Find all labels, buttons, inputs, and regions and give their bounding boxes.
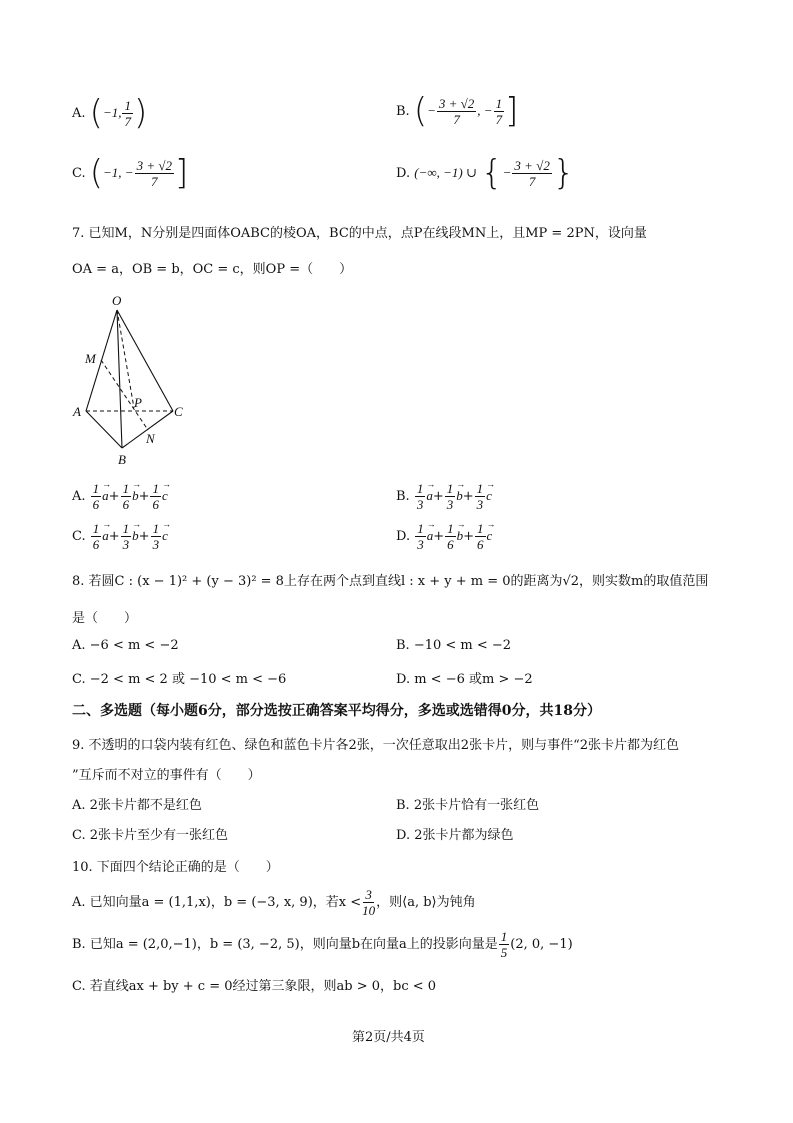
q6-option-b: B. (− $\frac{3 + √2}{7}$ , − $\frac{1}{7}$ ] (396, 91, 519, 131)
label-b: B (118, 452, 126, 467)
q10-stem: 10. 下面四个结论正确的是（ ） (72, 860, 279, 875)
option-fraction: $\frac{3 + √2}{7}$ (514, 157, 550, 189)
label-m: M (85, 351, 96, 366)
open-brace: { (481, 153, 503, 193)
q7-stem-line1: 7. 已知M，N分别是四面体OABC的棱OA，BC的中点，点P在线段MN上，且MP = 2PN，设向量 (72, 226, 647, 241)
option-fraction: $\frac{3 + √2}{7}$ (136, 157, 172, 189)
section-title-multi-choice: 二、多选题（每小题6分，部分选按正确答案平均得分，多选或选错得0分，共18分） (72, 703, 601, 719)
q8-option-b: B. −10 < m < −2 (396, 638, 512, 653)
q9-stem-line1: 9. 不透明的口袋内装有红色、绿色和蓝色卡片各2张，一次任意取出2张卡片，则与事件“2张卡片都为红色 (72, 738, 679, 753)
q8-option-a: A. −6 < m < −2 (72, 638, 179, 653)
close-brace: } (552, 153, 575, 193)
q10-option-c: C. 若直线ax + by + c = 0经过第三象限，则ab > 0，bc < 0 (72, 979, 437, 994)
close-bracket: ] (505, 91, 519, 131)
q7-option-a: A. $\frac{1}{6}$ → a+ $\frac{1}{6}$ → b+ $\frac{1}{6}$ → c (72, 482, 168, 511)
option-label: D. (396, 165, 411, 181)
open-bracket: ( (413, 91, 428, 131)
q9-option-b: B. 2张卡片恰有一张红色 (396, 798, 540, 813)
option-fraction-2: $\frac{1}{7}$ (495, 95, 503, 127)
option-label: A. (72, 105, 86, 121)
close-bracket: ] (175, 153, 189, 193)
q6-option-c (72, 153, 189, 193)
option-math: (−∞, −1) ∪ (414, 164, 477, 180)
open-paren: ( (89, 153, 104, 193)
edge-ob (117, 310, 122, 448)
q10-option-a: A. 已知向量a = (1,1,x)，b = (−3, x, 9)，若x < $\frac{3}{10}$ ，则⟨a, b⟩为钝角 (72, 887, 476, 918)
option-math: −1, (102, 104, 122, 120)
q6-option-d: D. (−∞, −1) ∪ {− $\frac{3 + √2}{7}$ } (396, 153, 575, 193)
open-paren: ( (89, 93, 103, 133)
q8-stem-line1: 8. 若圆C : (x − 1)² + (y − 3)² = 8上存在两个点到直线l : x + y + m = 0的距离为√2，则实数m的取值范围 (72, 574, 709, 589)
option-sep: , − (477, 102, 493, 118)
q7-stem-line2: OA = a，OB = b，OC = c，则OP =（ ） (72, 262, 353, 277)
label-a: A (73, 404, 81, 419)
tetrahedron-figure (68, 290, 198, 470)
q7-option-c: C. $\frac{1}{6}$ → a+ $\frac{1}{3}$ → b+ $\frac{1}{3}$ → c (72, 522, 168, 551)
q10-option-b: B. 已知a = (2,0,−1)，b = (3, −2, 5)，则向量b在向量a上的投影向量是 $\frac{1}{5}$ (2, 0, −1) (72, 929, 573, 960)
label-o: O (112, 293, 122, 308)
option-math: −1, − (103, 164, 134, 180)
q9-stem-line2: ”互斥而不对立的事件有（ ） (72, 768, 261, 783)
label-n: N (146, 431, 155, 446)
option-fraction: $\frac{1}{7}$ (124, 97, 131, 129)
option-label: C. (72, 165, 86, 181)
close-paren: ) (133, 93, 148, 133)
q8-stem-line2: 是（ ） (72, 611, 138, 626)
q8-option-c: C. −2 < m < 2 或 −10 < m < −6 (72, 672, 287, 687)
q6-option-a (72, 93, 148, 133)
option-label: B. (396, 103, 410, 119)
q8-option-d: D. m < −6 或m > −2 (396, 672, 533, 687)
q7-option-b: B. $\frac{1}{3}$ → a+ $\frac{1}{3}$ → b+ $\frac{1}{3}$ → c (396, 482, 492, 511)
edge-ab (86, 411, 122, 448)
label-c: C (174, 404, 183, 419)
page-number: 第2页/共4页 (352, 1030, 425, 1045)
q7-option-d: D. $\frac{1}{3}$ → a+ $\frac{1}{6}$ → b+ $\frac{1}{6}$ → c (396, 522, 492, 551)
q9-option-c: C. 2张卡片至少有一张红色 (72, 828, 229, 843)
option-fraction: $\frac{3 + √2}{7}$ (438, 95, 475, 127)
label-p: P (134, 395, 142, 410)
q9-option-d: D. 2张卡片都为绿色 (396, 828, 514, 843)
q9-option-a: A. 2张卡片都不是红色 (72, 798, 202, 813)
